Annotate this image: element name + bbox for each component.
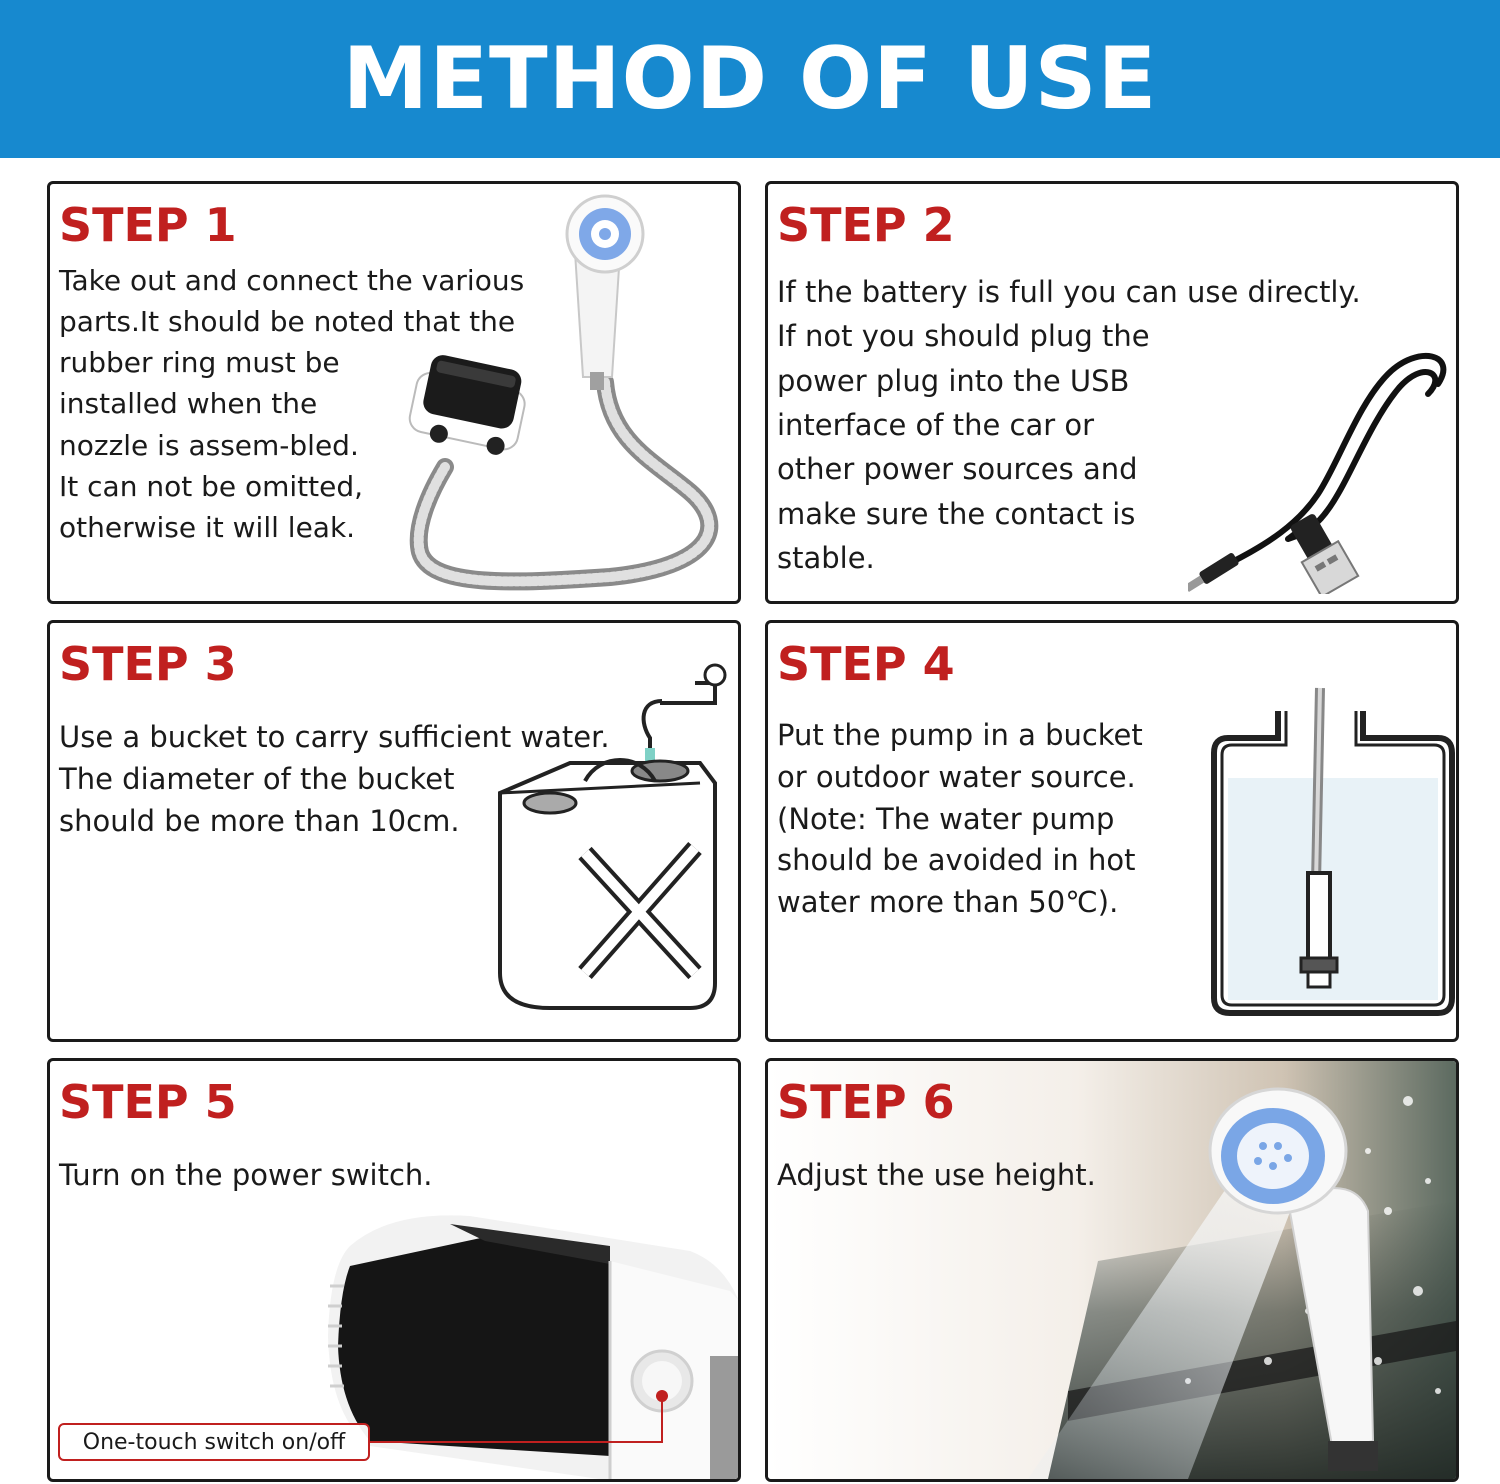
step-card-3 [47,620,741,1042]
step-description: If the battery is full you can use directly. If not you should plug the power plug into the USB interface of the car or other power sources and make sure the contact is stable. [777,275,1361,576]
step-card-5 [47,1058,741,1482]
step-title: STEP 1 [59,198,237,252]
step-title: STEP 3 [59,637,237,691]
step-description: Put the pump in a bucket or outdoor water source. (Note: The water pump should be avoided in hot water more than 50℃). [777,718,1143,919]
step-description: Turn on the power switch. [59,1158,433,1192]
step-description: Adjust the use height. [777,1158,1096,1192]
step-card-1 [47,181,741,604]
step-title: STEP 2 [777,198,955,252]
pump-switch-icon [310,1206,741,1482]
step-card-2 [765,181,1459,604]
step-description: Use a bucket to carry sufficient water. The diameter of the bucket should be more than 10cm. [59,720,610,838]
pump-in-bucket-icon [1208,683,1458,1023]
step-card-4 [765,620,1459,1042]
step-title: STEP 6 [777,1075,955,1129]
step-description: Take out and connect the various parts.It should be noted that the rubber ring must be installed when the nozzle is assem-bled. It can not be omitted, otherwise it will leak. [59,264,525,544]
page-title: METHOD OF USE [342,29,1158,129]
step-title: STEP 5 [59,1075,237,1129]
header-banner [0,0,1500,158]
step-title: STEP 4 [777,637,955,691]
step-card-6 [765,1058,1459,1482]
switch-callout: One-touch switch on/off [58,1423,370,1461]
